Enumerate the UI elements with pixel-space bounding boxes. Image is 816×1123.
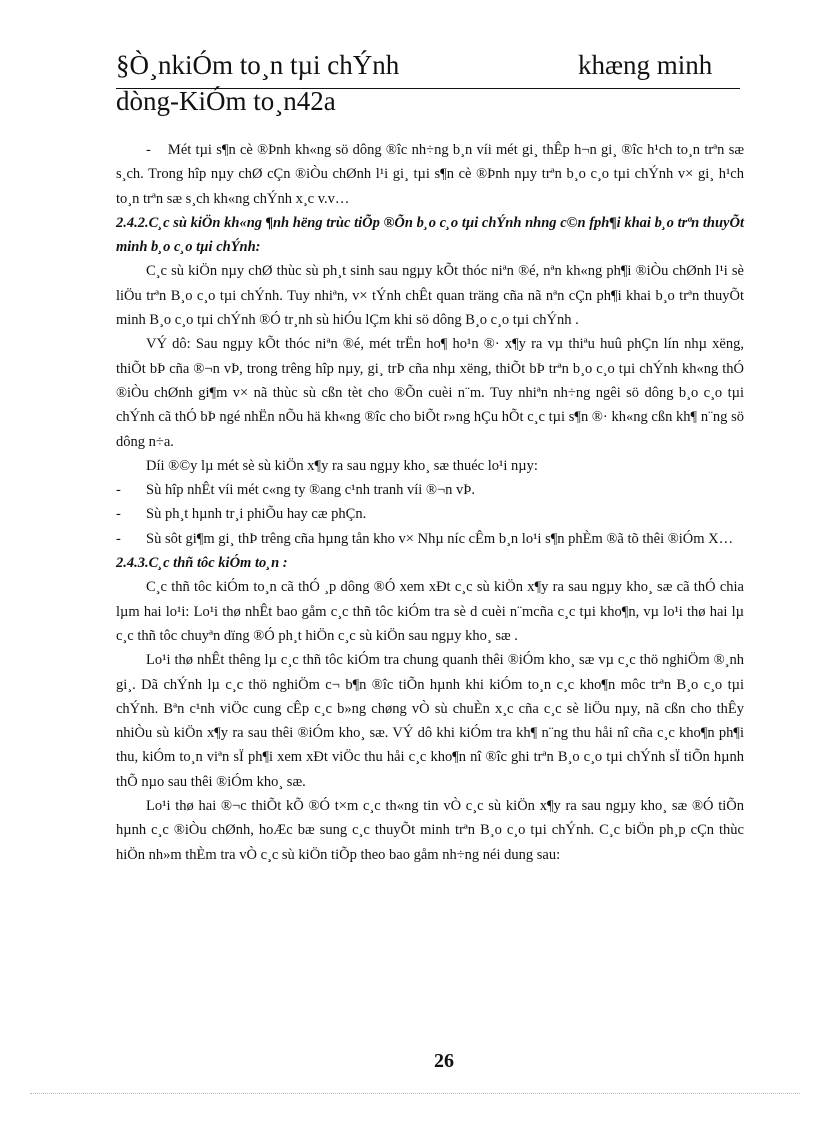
list-item: [116, 527, 744, 551]
list-item-text: Sù ph¸t hµnh tr¸i phiÕu hay cæ phÇn.: [146, 506, 367, 523]
paragraph-2: C¸c sù kiÖn nµy chØ thùc sù ph¸t sinh sau ngµy kÕt thóc niªn ®é, nªn kh«ng ph¶i ®iÒu chØnh l¹i sè liÖu trªn B¸o c¸o tµi chÝnh. Tuy nhiªn, v× tÝnh chÊt quan träng cña nã nªn cÇn ph¶i khai b¸o trªn thuyÕt minh B¸o c¸o tµi chÝnh ®Ó tr¸nh sù hiÓu lÇm khi sö dông B¸o c¸o tµi chÝnh .: [116, 263, 744, 329]
list-item-text: Sù hîp nhÊt víi mét c«ng ty ®ang c¹nh tranh víi ®¬n vÞ.: [146, 482, 475, 499]
document-body: [116, 138, 744, 867]
header-title-right: khæng minh: [578, 50, 713, 80]
page-number: 26: [434, 1050, 454, 1072]
paragraph-7: Lo¹i thø hai ®¬c thiÕt kÕ ®Ó t×m c¸c th«ng tin vÒ c¸c sù kiÖn x¶y ra sau ngµy kho¸ sæ ®Ó tiÕn hµnh c¸c ®iÒu chØnh, hoÆc bæ sung c¸c thuyÕt minh trªn B¸o c¸o tµi chÝnh. C¸c biÖn ph¸p cÇn thùc hiÖn nh»m thÈm tra vÒ c¸c sù kiÖn tiÕp theo bao gåm nh÷ng néi dung sau:: [116, 798, 744, 863]
page-header: [116, 48, 740, 89]
section-heading-2-4-2: 2.4.2.C¸c sù kiÖn kh«ng ¶nh hëng trùc tiÕp ®Õn b¸o c¸o tµi chÝnh nhng c©n fph¶i khai b¸o trªn thuyÕt minh b¸o c¸o tµi chÝnh:: [116, 214, 744, 256]
page-bottom-divider: [30, 1093, 800, 1094]
dash-marker: -: [116, 530, 121, 547]
paragraph-4: Díi ®©y lµ mét sè sù kiÖn x¶y ra sau ngµy kho¸ sæ thuéc lo¹i nµy:: [146, 457, 538, 474]
list-item: [116, 478, 744, 502]
dash-marker: -: [146, 142, 151, 158]
header-title-line2: dòng-KiÓm to¸n42a: [116, 86, 336, 116]
paragraph-6: Lo¹i thø nhÊt thêng lµ c¸c thñ tôc kiÓm tra chung quanh thêi ®iÓm kho¸ sæ vµ c¸c thö nghiÖm ®¸nh gi¸. Dã chÝnh lµ c¸c thö nghiÖm c¬ b¶n ®îc tiÕn hµnh khi kiÓm to¸n c¸c kho¶n môc trªn B¸o c¸o tµi chÝnh. Bªn c¹nh viÖc cung cÊp c¸c b»ng chøng vÒ sù chuÈn x¸c cña c¸c sè liÖu nµy, nã cßn cho thÊy nhiÒu sù kiÖn x¶y ra sau thêi ®iÓm kho¸ sæ. VÝ dô khi kiÓm tra kh¶ n¨ng thu håi nî cña c¸c kho¶n ph¶i thu, kiÓm to¸n viªn sÏ ph¶i xem xÐt viÖc thu håi c¸c kho¶n nî ®îc ghi trªn B¸o c¸o tµi chÝnh sÏ tiÕn hµnh thÕ nµo sau thêi ®iÓm kho¸ sæ.: [116, 652, 744, 790]
paragraph-1: [116, 138, 744, 211]
paragraph-1-text: Mét tµi s¶n cè ®Þnh kh«ng sö dông ®îc nh÷ng b¸n víi mét gi¸ thÊp h¬n gi¸ ®îc h¹ch to¸n trªn sæ s¸ch. Trong hîp nµy chØ cÇn ®iÒu chØnh l¹i gi¸ tµi s¶n cè ®Þnh nµy trªn b¸o c¸o tµi chÝnh v× gi¸ h¹ch to¸n trªn sæ s¸ch kh«ng chÝnh x¸c v.v…: [116, 142, 745, 207]
paragraph-3: VÝ dô: Sau ngµy kÕt thóc niªn ®é, mét trËn ho¶ ho¹n ®· x¶y ra vµ thiªu huû phÇn lín nhµ xëng, thiÕt bÞ cña ®¬n vÞ, trong trêng hîp nµy, gi¸ trÞ cña nhµ xëng, thiÕt bÞ trªn b¸o c¸o tµi chÝnh kh«ng thÓ ®iÒu chØnh gi¶m v× nã thùc sù cßn tèt cho ®Õn cuèi n¨m. Tuy nhiªn nh÷ng ngêi sö dông b¸o c¸o tµi chÝnh cã thÓ bÞ ngé nhËn nÕu hä kh«ng ®îc cho biÕt r»ng hÇu hÕt c¸c tµi s¶n ®· kh«ng cßn kh¶ n¨ng sö dông n÷a.: [116, 336, 744, 450]
dash-marker: -: [116, 506, 121, 523]
paragraph-5: C¸c thñ tôc kiÓm to¸n cã thÓ ¸p dông ®Ó xem xÐt c¸c sù kiÖn x¶y ra sau ngµy kho¸ sæ cã thÓ chia lµm hai lo¹i: Lo¹i thø nhÊt bao gåm c¸c thñ tôc kiÓm tra sè d cuèi n¨mcña c¸c tµi kho¶n, vµ lo¹i thø hai lµ c¸c thñ tôc chuyªn dïng ®Ó ph¸t hiÖn c¸c sù kiÖn sau ngµy kho¸ sæ .: [116, 579, 744, 644]
list-item: [116, 502, 744, 526]
section-heading-2-4-3: 2.4.3.C¸c thñ tôc kiÓm to¸n :: [116, 555, 288, 572]
dash-marker: -: [116, 482, 121, 499]
header-title-left: §Ò¸nkiÓm to¸n tµi chÝnh: [116, 50, 400, 80]
list-item-text: Sù sôt gi¶m gi¸ thÞ trêng cña hµng tån kho v× Nhµ níc cÊm b¸n lo¹i s¶n phÈm ®ã tõ thêi ®iÓm X…: [146, 530, 734, 547]
